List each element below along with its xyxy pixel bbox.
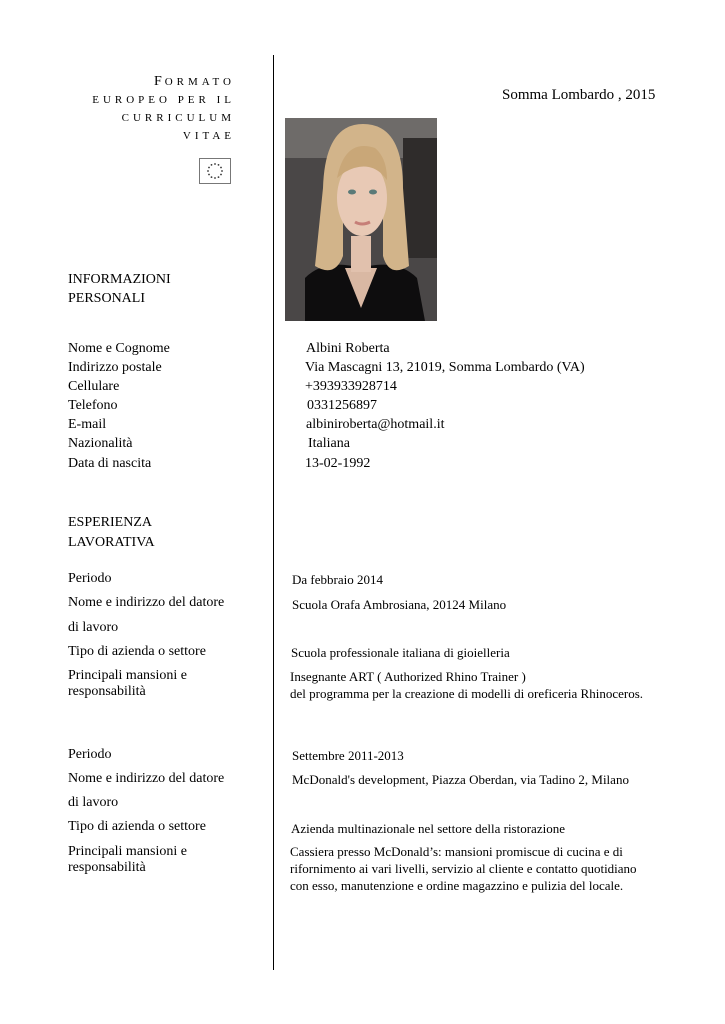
profile-photo xyxy=(285,118,437,321)
job2-period-label: Periodo xyxy=(68,747,112,762)
section-work-experience xyxy=(68,513,155,553)
job2-employer-label-2: di lavoro xyxy=(68,795,119,810)
job1-duties-1: Insegnante ART ( Authorized Rhino Trainer ) xyxy=(290,669,526,684)
job2-duties-1: Cassiera presso McDonald’s: mansioni promiscue di cucina e di xyxy=(290,844,623,859)
section-personal-line-1: INFORMAZIONI xyxy=(68,272,171,287)
job2-sector: Azienda multinazionale nel settore della ristorazione xyxy=(291,821,565,836)
name-label: Nome e Cognome xyxy=(68,341,170,356)
job1-employer-label-1: Nome e indirizzo del datore xyxy=(68,595,225,610)
name-value: Albini Roberta xyxy=(306,341,390,356)
job1-period: Da febbraio 2014 xyxy=(292,572,383,587)
cv-title-line-3: CURRICULUM xyxy=(121,112,235,124)
mobile-label: Cellulare xyxy=(68,379,120,394)
cv-title-initial: F xyxy=(153,74,165,89)
job1-sector: Scuola professionale italiana di gioielleria xyxy=(291,645,510,660)
email-value: albiniroberta@hotmail.it xyxy=(306,417,445,432)
job1-duties-label-1: Principali mansioni e xyxy=(68,668,187,683)
section-personal-info xyxy=(68,270,171,308)
nationality-label: Nazionalità xyxy=(68,436,133,451)
job2-duties-label-1: Principali mansioni e xyxy=(68,844,187,859)
cv-title-rest: ORMATO xyxy=(164,76,235,88)
job1-period-label: Periodo xyxy=(68,571,112,586)
job1-employer: Scuola Orafa Ambrosiana, 20124 Milano xyxy=(292,597,507,612)
job2-period: Settembre 2011-2013 xyxy=(292,748,404,763)
cv-title-line-1 xyxy=(154,74,235,90)
section-work-line-1: ESPERIENZA xyxy=(68,515,152,530)
job2-duties-2: rifornimento ai vari livelli, servizio al cliente e contatto quotidiano xyxy=(290,861,637,876)
email-label: E-mail xyxy=(68,417,107,432)
job1-sector-label: Tipo di azienda o settore xyxy=(68,644,206,659)
cv-title-line-2: EUROPEO PER IL xyxy=(92,94,235,106)
mobile-value: +393933928714 xyxy=(305,379,397,394)
job2-employer-label-1: Nome e indirizzo del datore xyxy=(68,771,225,786)
job2-employer: McDonald's development, Piazza Oberdan, via Tadino 2, Milano xyxy=(292,772,629,787)
job1-duties-label-2: responsabilità xyxy=(68,684,146,699)
nationality-value: Italiana xyxy=(308,436,350,451)
column-divider xyxy=(273,55,274,970)
job2-duties-3: con esso, manutenzione e ordine magazzino e pulizia del locale. xyxy=(290,878,624,893)
section-personal-line-2: PERSONALI xyxy=(68,291,146,306)
birth-date-value: 13-02-1992 xyxy=(305,456,371,471)
address-label: Indirizzo postale xyxy=(68,360,162,375)
job2-duties-label-2: responsabilità xyxy=(68,860,146,875)
place-date: Somma Lombardo , 2015 xyxy=(502,87,656,103)
job2-sector-label: Tipo di azienda o settore xyxy=(68,819,206,834)
eu-flag-icon xyxy=(199,158,231,184)
job1-employer-label-2: di lavoro xyxy=(68,620,119,635)
phone-label: Telefono xyxy=(68,398,118,413)
address-value: Via Mascagni 13, 21019, Somma Lombardo (VA) xyxy=(305,360,585,375)
cv-title-line-4: VITAE xyxy=(182,130,235,142)
job1-duties-2: del programma per la creazione di modelli di oreficeria Rhinoceros. xyxy=(290,686,644,701)
birth-date-label: Data di nascita xyxy=(68,456,152,471)
phone-value: 0331256897 xyxy=(307,398,377,413)
section-work-line-2: LAVORATIVA xyxy=(68,535,155,550)
